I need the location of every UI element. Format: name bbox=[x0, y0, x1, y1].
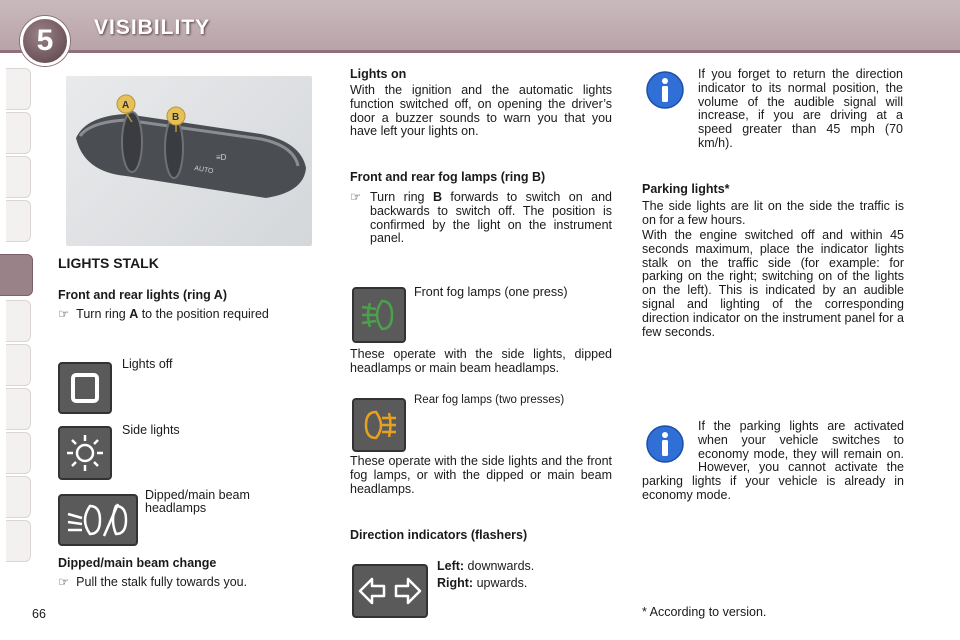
rear-fog-label: Rear fog lamps (two presses) bbox=[414, 394, 565, 406]
dipped-main-change-heading: Dipped/main beam change bbox=[58, 556, 217, 570]
dipped-main-change-instruction: ☞ Pull the stalk fully towards you. bbox=[58, 575, 248, 589]
svg-text:AUTO: AUTO bbox=[193, 165, 214, 176]
side-tab-10[interactable] bbox=[6, 476, 31, 518]
lights-off-label: Lights off bbox=[122, 357, 173, 371]
rear-fog-text: These operate with the side lights and the front fog lamps, or with the dipped or main beam headlamps. bbox=[350, 454, 612, 496]
lights-on-text: With the ignition and the automatic lights function switched off, on opening the driver’s door a buzzer sounds to warn you that you have left your lights on. bbox=[350, 83, 612, 139]
dipped-main-label-line1: Dipped/main beam bbox=[145, 488, 250, 502]
footnote: * According to version. bbox=[642, 605, 767, 619]
direction-indicator-icon bbox=[352, 564, 428, 618]
side-tab-2[interactable] bbox=[6, 112, 31, 154]
side-tab-6[interactable] bbox=[6, 300, 31, 342]
info-icon bbox=[645, 70, 685, 110]
ring-a-instruction: ☞ Turn ring A to the position required bbox=[58, 307, 269, 321]
lights-off-icon bbox=[58, 362, 112, 414]
lights-stalk-photo bbox=[66, 76, 312, 246]
direction-indicators-heading: Direction indicators (flashers) bbox=[350, 528, 528, 542]
front-fog-lamp-icon bbox=[352, 287, 406, 343]
dipped-main-label-line2: headlamps bbox=[145, 501, 207, 515]
page-title: VISIBILITY bbox=[94, 16, 211, 39]
front-fog-text: These operate with the side lights, dipped headlamps or main beam headlamps. bbox=[350, 347, 612, 375]
chapter-number-badge: 5 bbox=[20, 16, 70, 66]
side-tab-3[interactable] bbox=[6, 156, 31, 198]
info-direction-indicator-text: If you forget to return the direction indicator to its normal position, the volume of the audible signal will increase, if you are driving at a speed greater than 45 mph (70 km/h). bbox=[698, 67, 903, 150]
parking-lights-text-1: The side lights are lit on the side the traffic is on for a few hours. bbox=[642, 199, 904, 227]
side-tab-9[interactable] bbox=[6, 432, 31, 474]
side-tab-11[interactable] bbox=[6, 520, 31, 562]
bullet-icon: ☞ bbox=[58, 575, 70, 589]
ring-a-heading: Front and rear lights (ring A) bbox=[58, 288, 227, 302]
side-tab-1[interactable] bbox=[6, 68, 31, 110]
front-fog-label: Front fog lamps (one press) bbox=[414, 285, 568, 299]
side-tab-7[interactable] bbox=[6, 344, 31, 386]
left-indicator-text: Left: downwards. bbox=[437, 559, 535, 573]
stalk-illustration bbox=[66, 76, 312, 246]
info-economy-mode-text: If the parking lights are activated when your vehicle switches to economy mode, they will remain on. However, you cannot activate the parking lights if your vehicle is already in economy mode. bbox=[642, 419, 904, 502]
side-lights-icon bbox=[58, 426, 112, 480]
bullet-icon: ☞ bbox=[58, 307, 70, 321]
page-number: 66 bbox=[32, 607, 46, 621]
side-lights-label: Side lights bbox=[122, 423, 180, 437]
side-tab-8[interactable] bbox=[6, 388, 31, 430]
right-indicator-text: Right: upwards. bbox=[437, 576, 528, 590]
section-title-lights-stalk: LIGHTS STALK bbox=[58, 255, 159, 271]
lights-on-heading: Lights on bbox=[350, 67, 407, 81]
ring-a-label: A bbox=[122, 100, 130, 111]
side-tab-4[interactable] bbox=[6, 200, 31, 242]
dipped-main-beam-icon bbox=[58, 494, 138, 546]
rear-fog-lamp-icon bbox=[352, 398, 406, 452]
ring-b-label: B bbox=[172, 112, 180, 123]
fog-heading: Front and rear fog lamps (ring B) bbox=[350, 170, 546, 184]
svg-text:≡D: ≡D bbox=[216, 153, 227, 162]
bullet-icon: ☞ bbox=[350, 190, 362, 204]
side-tab-5-active[interactable] bbox=[0, 254, 33, 296]
header-divider bbox=[0, 50, 960, 53]
fog-instruction: Turn ring B forwards to switch on and backwards to switch off. The position is confirmed by the light on the instrument panel. bbox=[370, 190, 612, 246]
parking-lights-heading: Parking lights* bbox=[642, 182, 730, 196]
parking-lights-text-2: With the engine switched off and within 45 seconds maximum, place the indicator lights stalk on the traffic side (for example: for parking on the right; switching on of the lights on the left). This is indicated by an audible signal and lighting of the corresponding direction indicator on the instrument panel for a few seconds. bbox=[642, 228, 904, 339]
